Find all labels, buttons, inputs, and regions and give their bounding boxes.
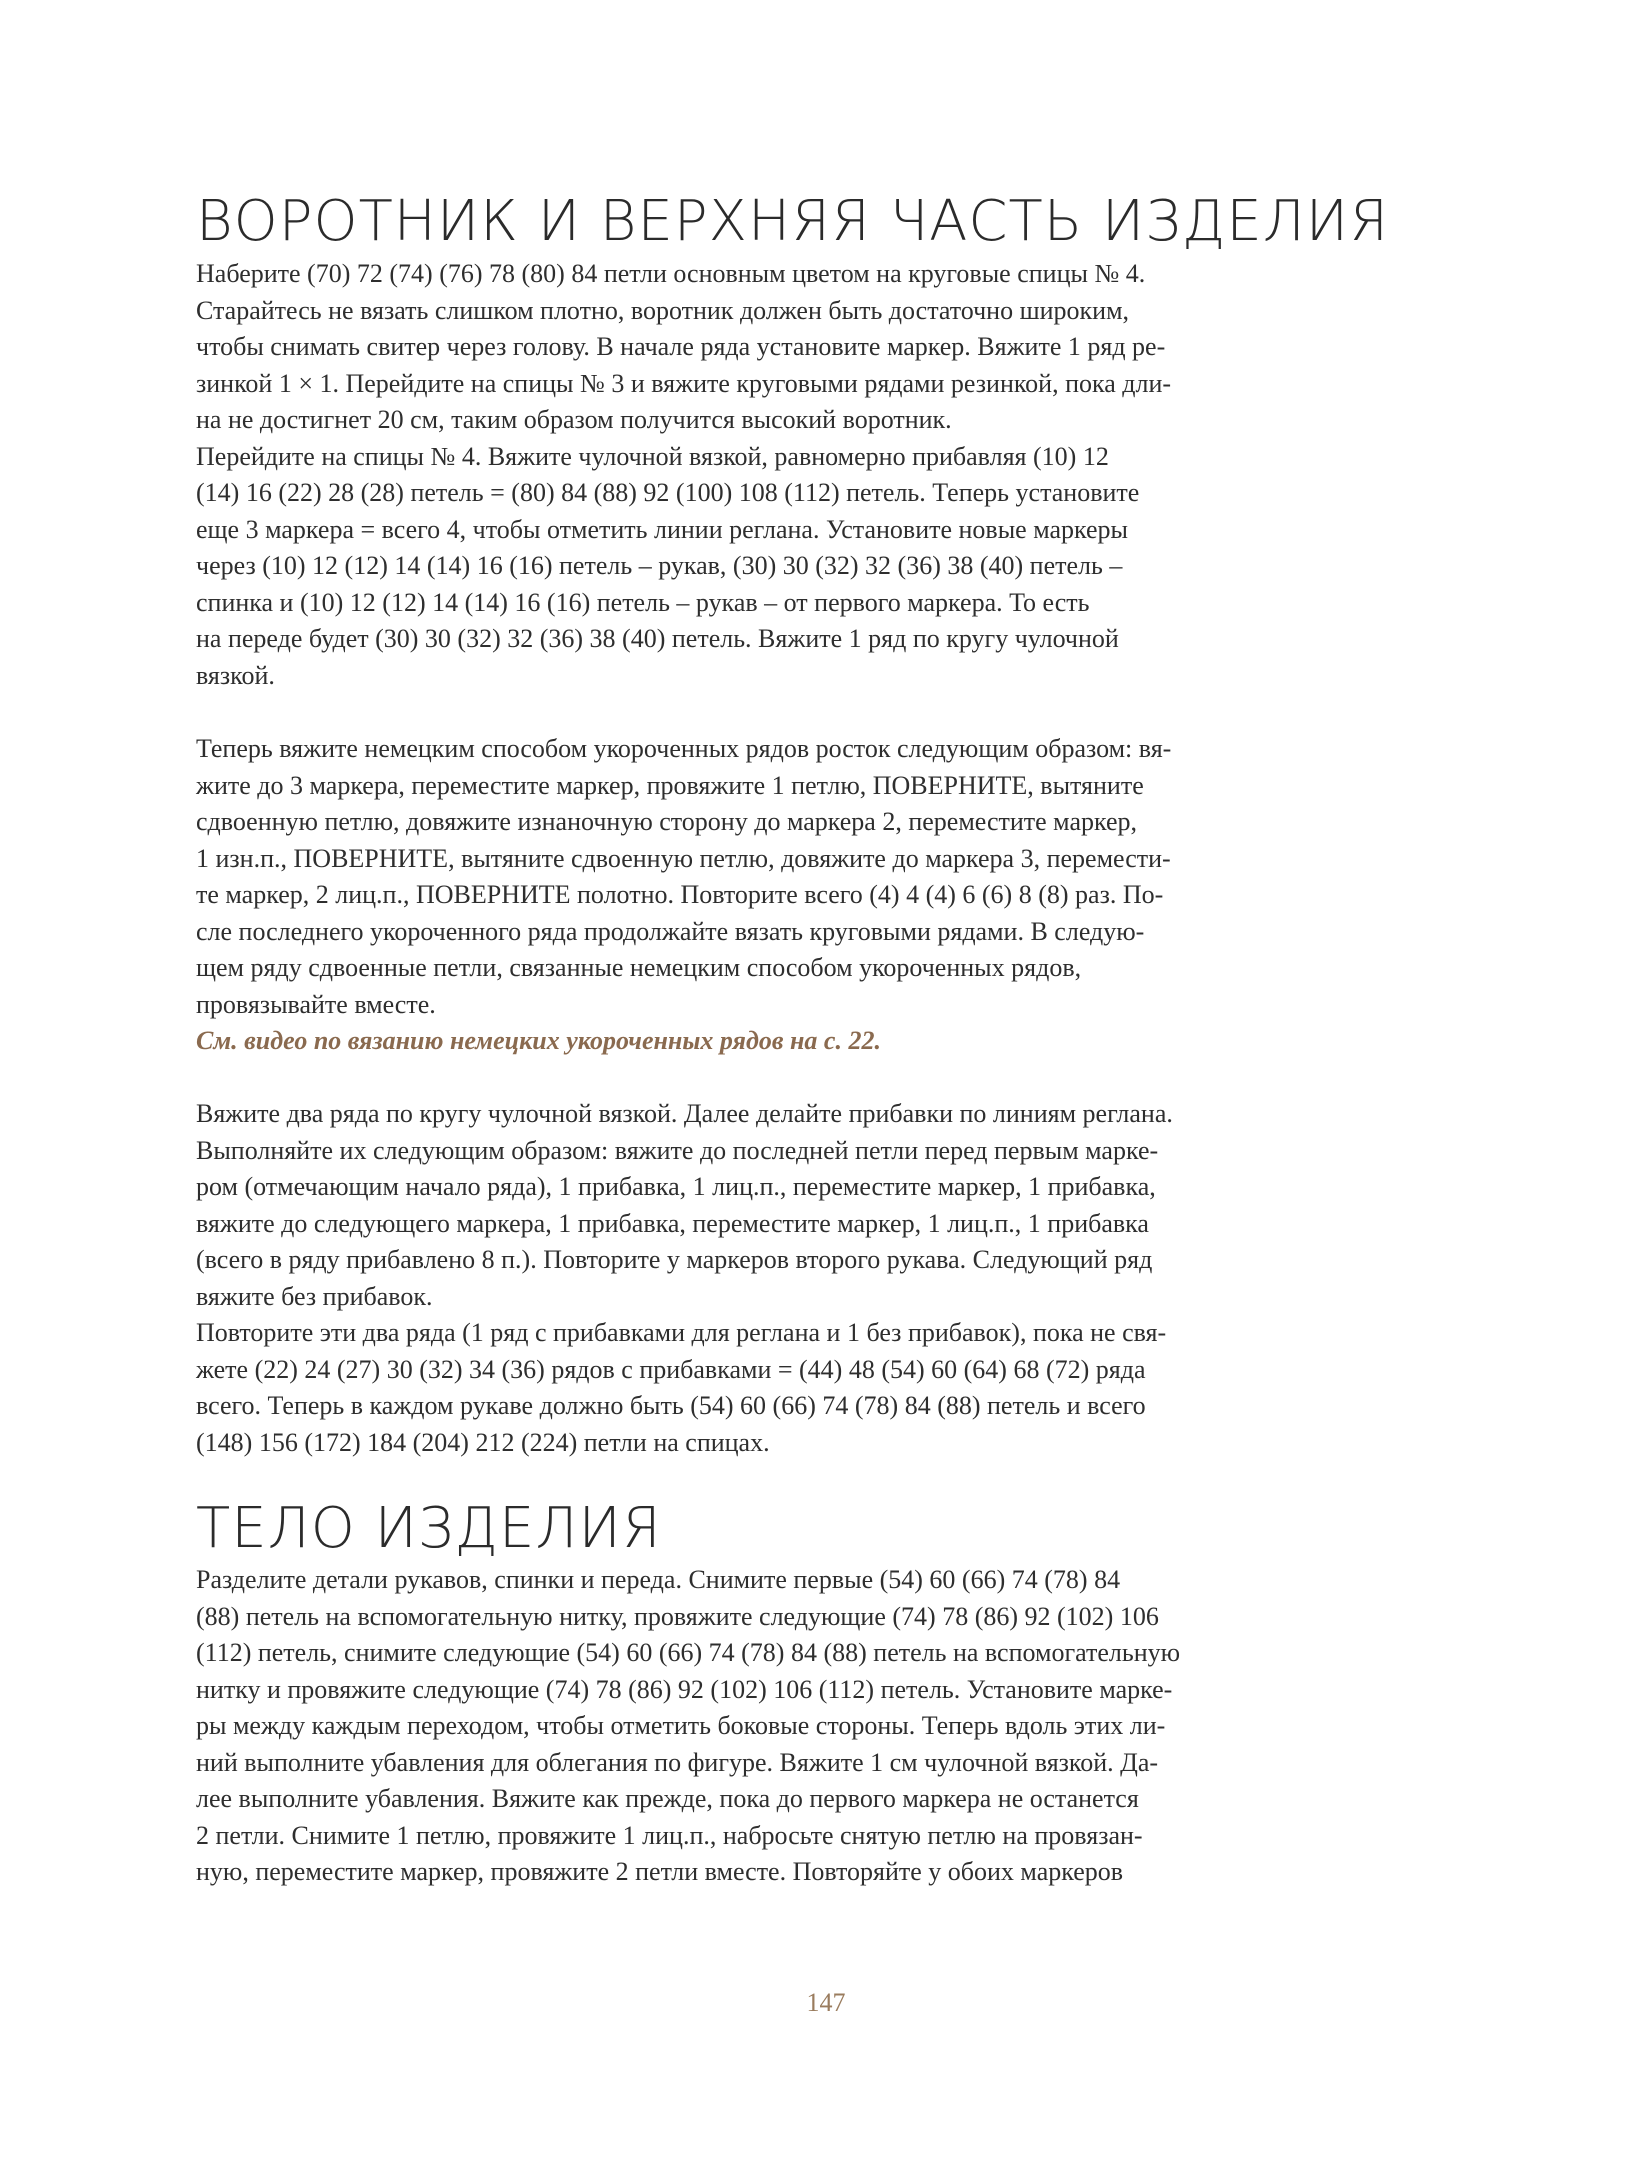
video-reference-link[interactable]: См. видео по вязанию немецких укороченных рядов на с. 22. <box>196 1026 881 1055</box>
text-line: через (10) 12 (12) 14 (14) 16 (16) петель – рукав, (30) 30 (32) 32 (36) 38 (40) петель – <box>196 551 1123 580</box>
text-line: Выполняйте их следующим образом: вяжите до последней петли перед первым марке- <box>196 1135 1159 1165</box>
text-line: (88) петель на вспомогательную нитку, провяжите следующие (74) 78 (86) 92 (102) 106 <box>196 1601 1159 1631</box>
text-line: жете (22) 24 (27) 30 (32) 34 (36) рядов с прибавками = (44) 48 (54) 60 (64) 68 (72) ряда <box>196 1354 1146 1384</box>
text-line: щем ряду сдвоенные петли, связанные немецким способом укороченных рядов, <box>196 953 1082 982</box>
paragraph-collar <box>196 256 1171 694</box>
text-line: Перейдите на спицы № 4. Вяжите чулочной вязкой, равномерно прибавляя (10) 12 <box>196 441 1109 471</box>
text-line: вязкой. <box>196 660 275 690</box>
text-line: зинкой 1 × 1. Перейдите на спицы № 3 и вяжите круговыми рядами резинкой, пока дли- <box>196 368 1172 398</box>
text-line: ром (отмечающим начало ряда), 1 прибавка, 1 лиц.п., переместите маркер, 1 прибавка, <box>196 1172 1156 1201</box>
text-line: сдвоенную петлю, довяжите изнаночную сторону до маркера 2, переместите маркер, <box>196 807 1138 836</box>
text-line: лее выполните убавления. Вяжите как прежде, пока до первого маркера не останется <box>196 1784 1139 1813</box>
text-line: (всего в ряду прибавлено 8 п.). Повторите у маркеров второго рукава. Следующий ряд <box>196 1245 1153 1274</box>
text-line: провязывайте вместе. <box>196 989 436 1019</box>
text-line: ную, переместите маркер, провяжите 2 петли вместе. Повторяйте у обоих маркеров <box>196 1857 1124 1886</box>
section-title-body: ТЕЛО ИЗДЕЛИЯ <box>196 1496 662 1561</box>
paragraph-raglan-increases <box>196 1096 1173 1461</box>
text-line: Вяжите два ряда по кругу чулочной вязкой. Далее делайте прибавки по линиям реглана. <box>196 1099 1173 1128</box>
text-line: ры между каждым переходом, чтобы отметить боковые стороны. Теперь вдоль этих ли- <box>196 1711 1166 1740</box>
text-line: 2 петли. Снимите 1 петлю, провяжите 1 лиц.п., набросьте снятую петлю на провязан- <box>196 1820 1143 1850</box>
paragraph-short-rows <box>196 731 1171 1060</box>
section-title-collar: ВОРОТНИК И ВЕРХНЯЯ ЧАСТЬ ИЗДЕЛИЯ <box>196 189 1389 254</box>
text-line: (14) 16 (22) 28 (28) петель = (80) 84 (88) 92 (100) 108 (112) петель. Теперь установите <box>196 478 1140 507</box>
text-line: те маркер, 2 лиц.п., ПОВЕРНИТЕ полотно. Повторите всего (4) 4 (4) 6 (6) 8 (8) раз. По- <box>196 880 1164 909</box>
text-line: ний выполните убавления для облегания по фигуре. Вяжите 1 см чулочной вязкой. Да- <box>196 1747 1159 1777</box>
text-line: вяжите без прибавок. <box>196 1281 433 1311</box>
text-line: всего. Теперь в каждом рукаве должно быть (54) 60 (66) 74 (78) 84 (88) петель и всего <box>196 1391 1146 1420</box>
text-line: жите до 3 маркера, переместите маркер, провяжите 1 петлю, ПОВЕРНИТЕ, вытяните <box>196 770 1144 800</box>
text-line: Разделите детали рукавов, спинки и переда. Снимите первые (54) 60 (66) 74 (78) 84 <box>196 1565 1121 1594</box>
text-line: Наберите (70) 72 (74) (76) 78 (80) 84 петли основным цветом на круговые спицы № 4. <box>196 259 1146 288</box>
text-line: 1 изн.п., ПОВЕРНИТЕ, вытяните сдвоенную петлю, довяжите до маркера 3, перемести- <box>196 843 1171 873</box>
text-line: вяжите до следующего маркера, 1 прибавка, переместите маркер, 1 лиц.п., 1 прибавка <box>196 1208 1149 1238</box>
text-line: нитку и провяжите следующие (74) 78 (86) 92 (102) 106 (112) петель. Установите марке- <box>196 1674 1173 1704</box>
text-line: на не достигнет 20 см, таким образом получится высокий воротник. <box>196 405 952 434</box>
text-line: спинка и (10) 12 (12) 14 (14) 16 (16) петель – рукав – от первого маркера. То есть <box>196 587 1090 617</box>
page-number: 147 <box>806 1988 846 2017</box>
text-line: (112) петель, снимите следующие (54) 60 (66) 74 (78) 84 (88) петель на вспомогательную <box>196 1638 1181 1667</box>
text-line: Теперь вяжите немецким способом укороченных рядов росток следующим образом: вя- <box>196 734 1172 763</box>
text-line: Повторите эти два ряда (1 ряд с прибавками для реглана и 1 без прибавок), пока не свя- <box>196 1318 1167 1347</box>
text-line: чтобы снимать свитер через голову. В начале ряда установите маркер. Вяжите 1 ряд ре- <box>196 332 1166 361</box>
text-line: (148) 156 (172) 184 (204) 212 (224) петли на спицах. <box>196 1427 770 1457</box>
paragraph-body <box>196 1562 1180 1891</box>
text-line: сле последнего укороченного ряда продолжайте вязать круговыми рядами. В следую- <box>196 916 1145 946</box>
text-line: на переде будет (30) 30 (32) 32 (36) 38 (40) петель. Вяжите 1 ряд по кругу чулочной <box>196 624 1119 653</box>
text-line: Старайтесь не вязать слишком плотно, воротник должен быть достаточно широким, <box>196 295 1130 325</box>
text-line: еще 3 маркера = всего 4, чтобы отметить линии реглана. Установите новые маркеры <box>196 514 1129 544</box>
